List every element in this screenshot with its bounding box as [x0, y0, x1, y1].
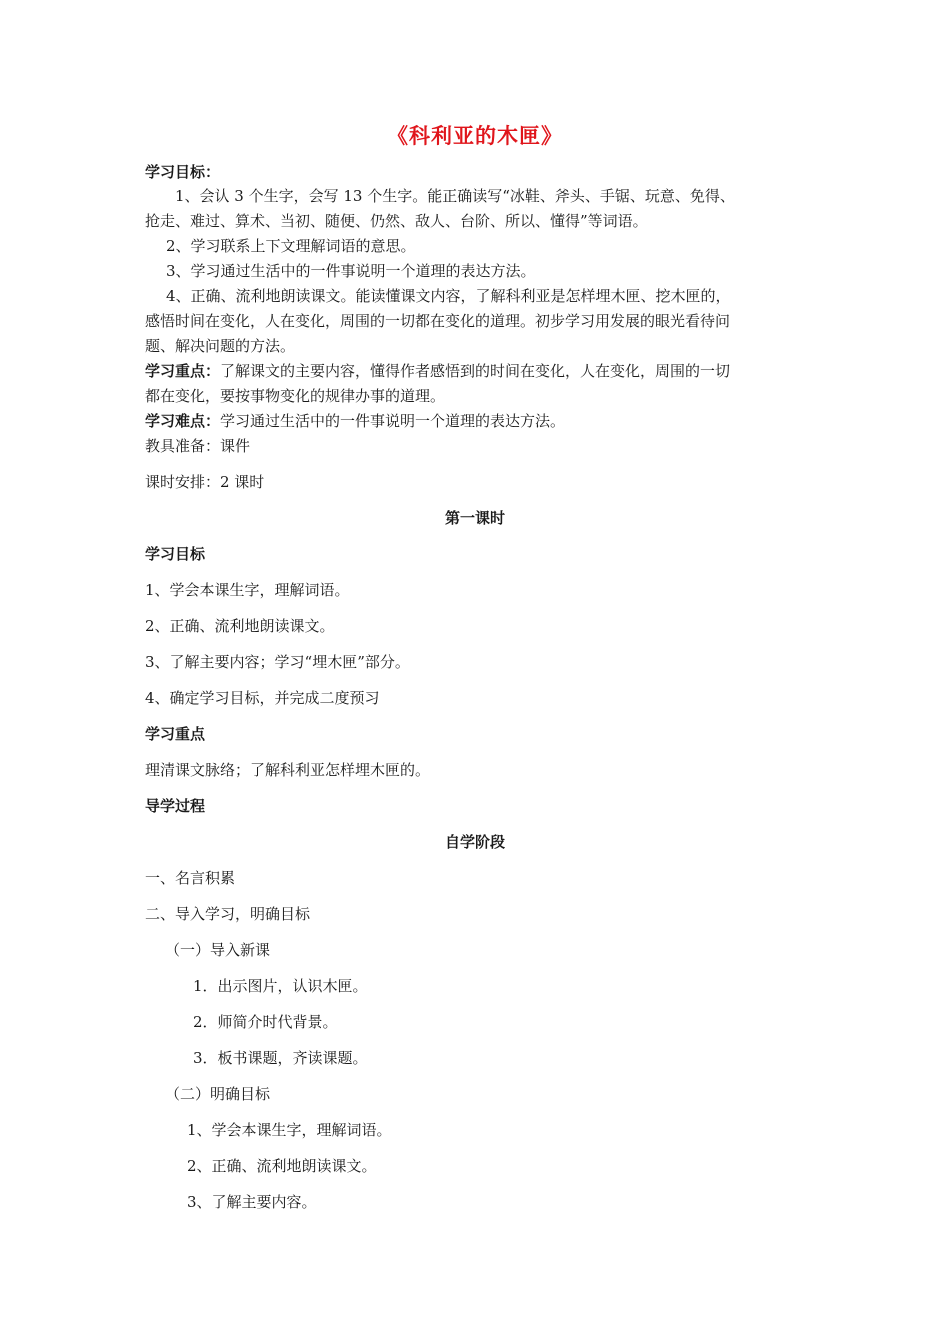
step-2: 二、导入学习，明确目标 [145, 905, 311, 923]
sub-2-item-3: 3、了解主要内容。 [187, 1193, 317, 1211]
key-point-line-1 [145, 359, 730, 384]
objective-4-line-1: 4、正确、流利地朗读课文。能读懂课文内容，了解科利亚是怎样埋木匣、挖木匣的， [166, 287, 731, 305]
lesson-1-objective-2: 2、正确、流利地朗读课文。 [145, 617, 335, 635]
key-point-line-2: 都在变化，要按事物变化的规律办事的道理。 [145, 387, 446, 405]
schedule-line: 课时安排：2 课时 [145, 473, 265, 491]
lesson-1-objective-3: 3、了解主要内容；学习“埋木匣”部分。 [145, 653, 410, 671]
materials-line: 教具准备：课件 [145, 437, 251, 455]
objectives-label: 学习目标： [145, 163, 221, 181]
difficulty-text: 学习通过生活中的一件事说明一个道理的表达方法。 [220, 412, 566, 430]
lesson-1-objective-1: 1、学会本课生字，理解词语。 [145, 581, 350, 599]
difficulty-label: 学习难点： [145, 412, 221, 430]
document-title: 《科利亚的木匣》 [387, 124, 563, 148]
step-1: 一、名言积累 [145, 869, 236, 887]
lesson-1-objective-4: 4、确定学习目标，并完成二度预习 [145, 689, 380, 707]
key-point-label: 学习重点： [145, 362, 221, 380]
objective-4-line-2: 感悟时间在变化，人在变化，周围的一切都在变化的道理。初步学习用发展的眼光看待问 [145, 312, 731, 330]
sub-1-item-3: 3．板书课题，齐读课题。 [193, 1049, 368, 1067]
sub-section-2: （二）明确目标 [165, 1085, 271, 1103]
objective-4-line-3: 题、解决问题的方法。 [145, 337, 296, 355]
objective-1-line-1: 1、会认 3 个生字，会写 13 个生字。能正确读写“冰鞋、斧头、手锯、玩意、免得、 [175, 187, 735, 205]
difficulty-line [145, 409, 565, 434]
objective-2: 2、学习联系上下文理解词语的意思。 [166, 237, 416, 255]
objective-1-line-2: 抢走、难过、算术、当初、随便、仍然、敌人、台阶、所以、懂得”等词语。 [145, 212, 648, 230]
process-heading: 导学过程 [145, 797, 206, 815]
sub-1-item-1: 1．出示图片，认识木匣。 [193, 977, 368, 995]
lesson-1-key-heading: 学习重点 [145, 725, 206, 743]
sub-2-item-1: 1、学会本课生字，理解词语。 [187, 1121, 392, 1139]
sub-1-item-2: 2．师简介时代背景。 [193, 1013, 338, 1031]
lesson-1-key-text: 理清课文脉络；了解科利亚怎样埋木匣的。 [145, 761, 431, 779]
key-point-text: 了解课文的主要内容，懂得作者感悟到的时间在变化，人在变化，周围的一切 [220, 362, 731, 380]
sub-2-item-2: 2、正确、流利地朗读课文。 [187, 1157, 377, 1175]
lesson-1-heading: 第一课时 [444, 509, 505, 527]
objective-3: 3、学习通过生活中的一件事说明一个道理的表达方法。 [166, 262, 536, 280]
self-study-heading: 自学阶段 [444, 833, 505, 851]
lesson-1-objectives-heading: 学习目标 [145, 545, 206, 563]
sub-section-1: （一）导入新课 [165, 941, 271, 959]
